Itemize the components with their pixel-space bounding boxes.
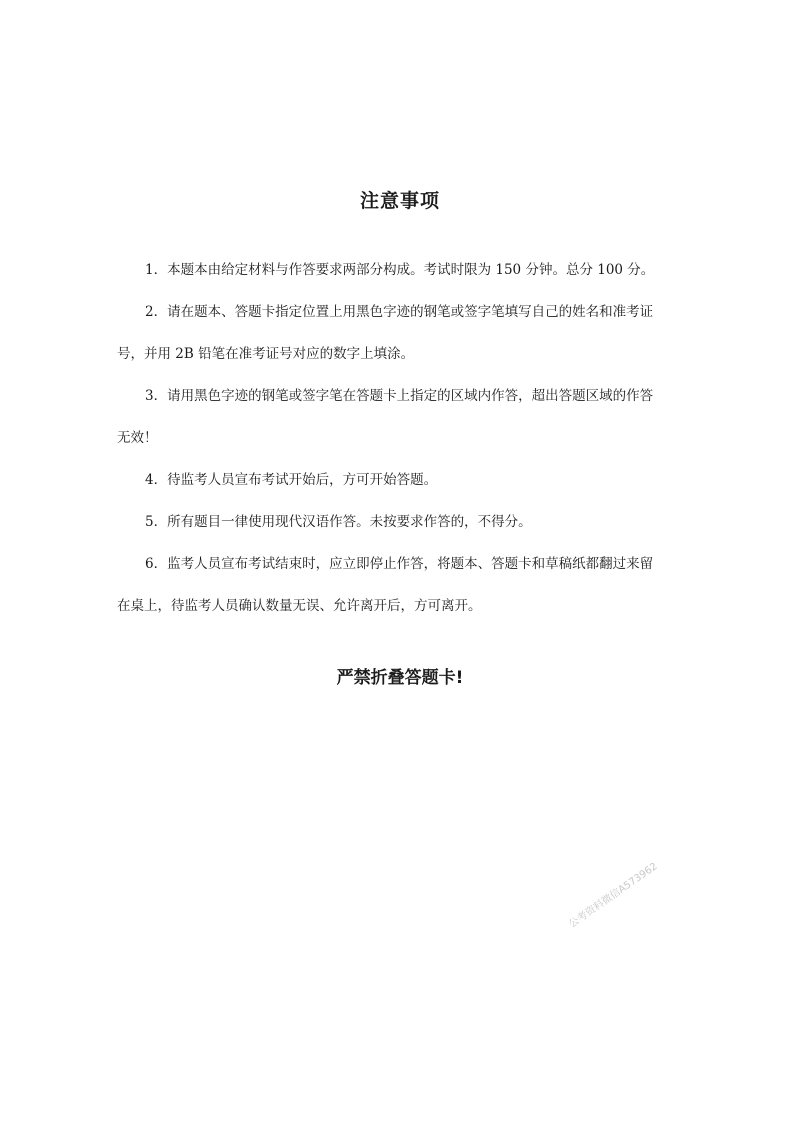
notice-item-line: 3．请用黑色字迹的钢笔或签字笔在答题卡上指定的区域内作答，超出答题区域的作答 (145, 388, 654, 404)
closing-warning: 严禁折叠答题卡! (336, 668, 464, 688)
notice-item-line: 4．待监考人员宣布考试开始后，方可开始答题。 (145, 472, 438, 488)
notice-item-5 (117, 501, 687, 543)
notice-item-3 (117, 375, 687, 459)
watermark: 公考资料微信A573962 (567, 861, 660, 931)
notice-item-line: 1．本题本由给定材料与作答要求两部分构成。考试时限为 150 分钟。总分 100 分。 (145, 262, 655, 278)
notice-item-line: 2．请在题本、答题卡指定位置上用黑色字迹的钢笔或签字笔填写自己的姓名和准考证 (145, 304, 654, 320)
notice-item-line: 无效！ (117, 430, 158, 446)
notice-item-1 (117, 249, 687, 291)
notice-item-line: 6．监考人员宣布考试结束时，应立即停止作答，将题本、答题卡和草稿纸都翻过来留 (145, 556, 654, 572)
notice-item-2 (117, 291, 687, 375)
notice-item-line: 号，并用 2B 铅笔在准考证号对应的数字上填涂。 (117, 346, 415, 362)
notice-item-6 (117, 543, 687, 627)
notice-item-line: 5．所有题目一律使用现代汉语作答。未按要求作答的，不得分。 (145, 514, 532, 530)
notice-item-4 (117, 459, 687, 501)
notice-item-line: 在桌上，待监考人员确认数量无误、允许离开后，方可离开。 (117, 598, 482, 614)
page-title: 注意事项 (359, 190, 440, 212)
